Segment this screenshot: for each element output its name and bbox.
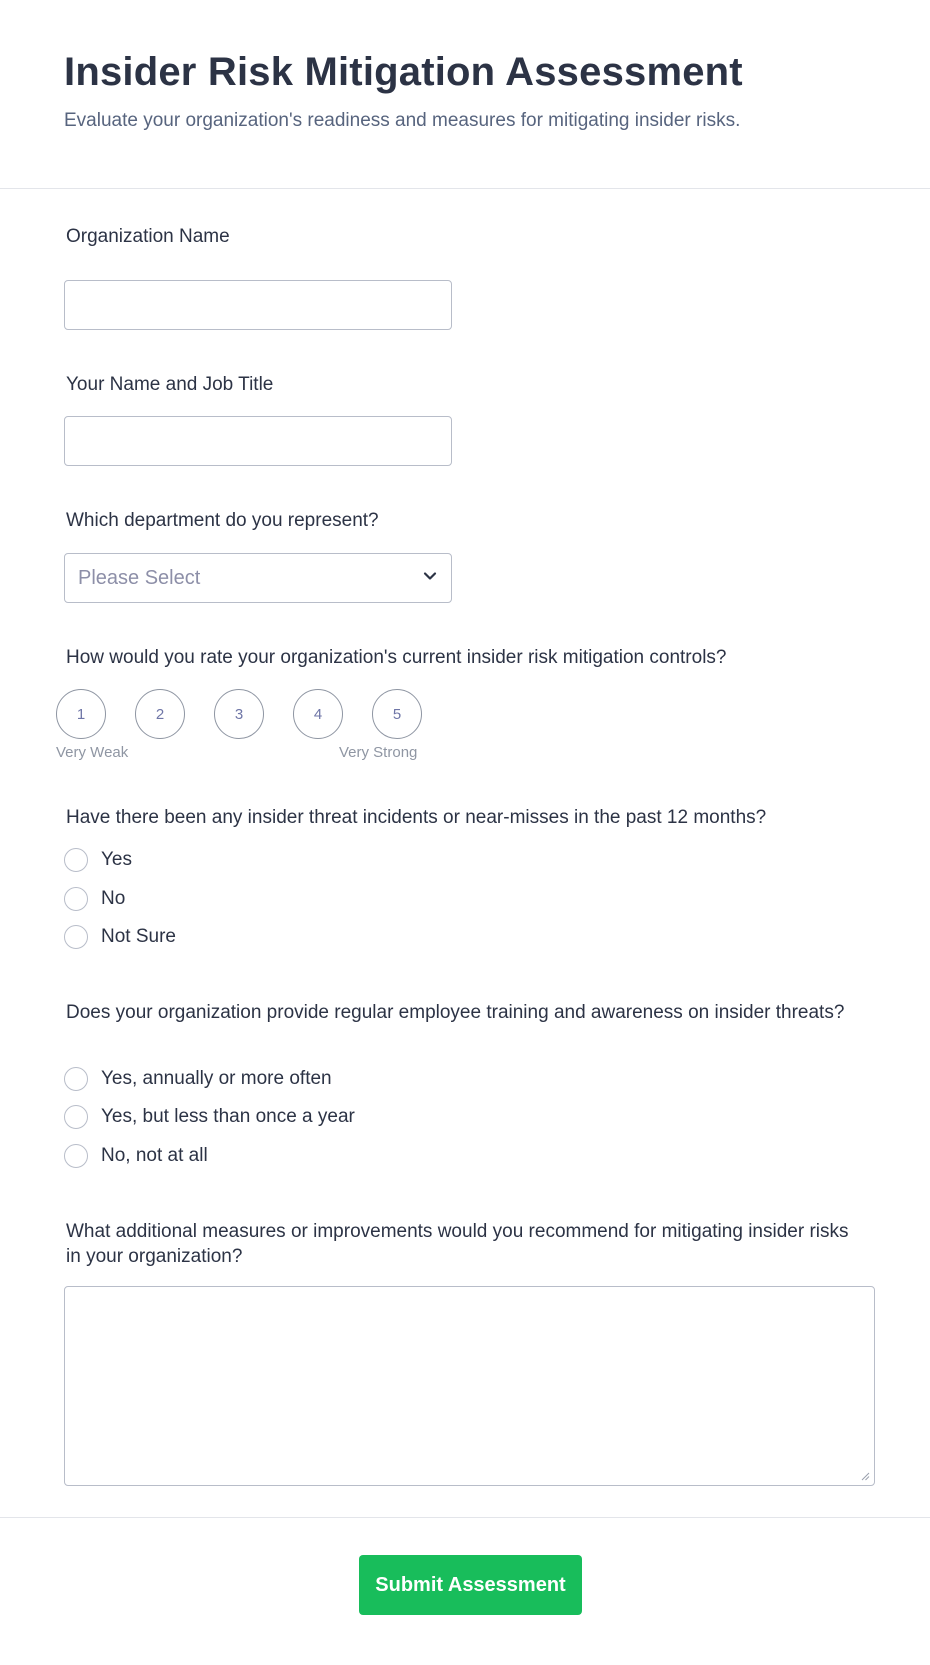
training-option-annually[interactable] — [64, 1065, 332, 1093]
department-select[interactable] — [64, 553, 452, 603]
rating-option-3[interactable]: 3 — [214, 689, 264, 739]
radio-button[interactable] — [64, 1067, 88, 1091]
radio-label: Yes — [101, 849, 132, 870]
radio-label: Yes, but less than once a year — [101, 1106, 355, 1127]
rating-option-5[interactable]: 5 — [372, 689, 422, 739]
recommendations-textarea[interactable] — [64, 1286, 875, 1486]
radio-button[interactable] — [64, 848, 88, 872]
incidents-option-yes[interactable] — [64, 846, 132, 874]
org-name-input[interactable] — [64, 280, 452, 330]
form-header — [0, 0, 930, 189]
radio-button[interactable] — [64, 1144, 88, 1168]
footer-divider — [0, 1517, 930, 1518]
rating-question: How would you rate your organization's current insider risk mitigation controls? — [66, 647, 727, 668]
submit-assessment-button[interactable]: Submit Assessment — [359, 1555, 582, 1615]
incidents-option-no[interactable] — [64, 885, 125, 913]
org-name-label: Organization Name — [66, 226, 230, 247]
training-question: Does your organization provide regular employee training and awareness on insider threats? — [66, 1002, 845, 1023]
name-title-label: Your Name and Job Title — [66, 374, 274, 395]
form-subtitle: Evaluate your organization's readiness and measures for mitigating insider risks. — [64, 110, 741, 131]
chevron-down-icon — [422, 568, 438, 584]
department-label: Which department do you represent? — [66, 510, 379, 531]
radio-label: No — [101, 888, 126, 909]
training-option-less-than-yearly[interactable] — [64, 1103, 355, 1131]
form-title: Insider Risk Mitigation Assessment — [64, 50, 743, 94]
radio-label: Not Sure — [101, 926, 176, 947]
department-select-value: Please Select — [78, 567, 201, 589]
name-title-input[interactable] — [64, 416, 452, 466]
radio-button[interactable] — [64, 1105, 88, 1129]
rating-option-4[interactable]: 4 — [293, 689, 343, 739]
radio-button[interactable] — [64, 925, 88, 949]
incidents-question: Have there been any insider threat incidents or near-misses in the past 12 months? — [66, 807, 767, 828]
recommendations-question: What additional measures or improvements would you recommend for mitigating insider risks in your organization? — [66, 1221, 849, 1267]
rating-min-label: Very Weak — [56, 744, 129, 761]
training-option-none[interactable] — [64, 1142, 208, 1170]
rating-option-1[interactable]: 1 — [56, 689, 106, 739]
resize-grip-icon[interactable] — [860, 1471, 870, 1481]
incidents-option-not-sure[interactable] — [64, 923, 176, 951]
rating-max-label: Very Strong — [339, 744, 418, 761]
radio-label: No, not at all — [101, 1145, 208, 1166]
radio-button[interactable] — [64, 887, 88, 911]
radio-label: Yes, annually or more often — [101, 1068, 332, 1089]
rating-option-2[interactable]: 2 — [135, 689, 185, 739]
